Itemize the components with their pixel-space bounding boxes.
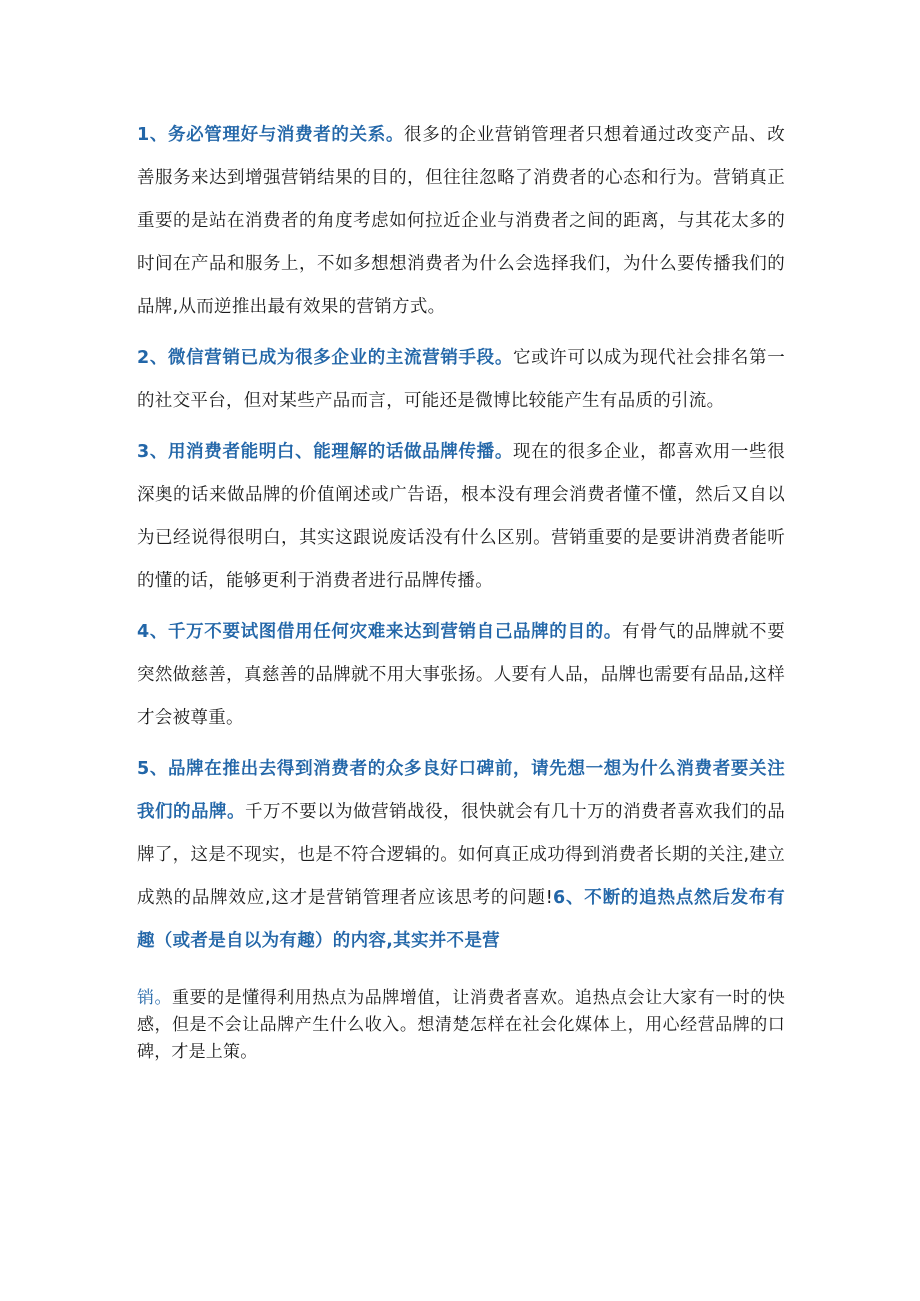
paragraph-2-heading: 2、微信营销已成为很多企业的主流营销手段。 (137, 348, 513, 368)
paragraph-3-text: 现在的很多企业，都喜欢用一些很深奥的话来做品牌的价值阐述或广告语，根本没有理会消费者懂不懂，然后又自以为已经说得很明白，其实这跟说废话没有什么区别。营销重要的是要讲消费者能听的懂的话，能够更利于消费者进行品牌传播。 (137, 442, 785, 591)
paragraph-4-heading: 4、千万不要试图借用任何灾难来达到营销自己品牌的目的。 (137, 622, 622, 642)
paragraph-3-heading: 3、用消费者能明白、能理解的话做品牌传播。 (137, 442, 513, 462)
paragraph-2 (137, 337, 785, 423)
paragraph-1-heading: 1、务必管理好与消费者的关系。 (137, 125, 405, 145)
paragraph-1 (137, 114, 785, 329)
paragraph-6-text: 重要的是懂得利用热点为品牌增值，让消费者喜欢。追热点会让大家有一时的快感，但是不会让品牌产生什么收入。想清楚怎样在社会化媒体上，用心经营品牌的口碑，才是上策。 (137, 988, 785, 1062)
paragraph-5-text: 千万不要以为做营销战役，很快就会有几十万的消费者喜欢我们的品牌了，这是不现实，也是不符合逻辑的。如何真正成功得到消费者长期的关注,建立成熟的品牌效应,这才是营销管理者应该思考的问题! (137, 802, 785, 908)
paragraph-3 (137, 431, 785, 603)
paragraph-6-heading: 6、不断的追热点然后发布有趣（或者是自以为有趣）的内容,其实并不是营 (137, 888, 785, 951)
paragraph-5 (137, 748, 785, 963)
paragraph-1-text: 很多的企业营销管理者只想着通过改变产品、改善服务来达到增强营销结果的目的，但往往忽略了消费者的心态和行为。营销真正重要的是站在消费者的角度考虑如何拉近企业与消费者之间的距离，与其花太多的时间在产品和服务上，不如多想想消费者为什么会选择我们，为什么要传播我们的品牌,从而逆推出最有效果的营销方式。 (137, 125, 785, 317)
paragraph-4-text: 有骨气的品牌就不要突然做慈善，真慈善的品牌就不用大事张扬。人要有人品，品牌也需要有品品,这样才会被尊重。 (137, 622, 785, 728)
paragraph-6-heading-tail: 销。 (137, 988, 173, 1008)
paragraph-4 (137, 611, 785, 740)
paragraph-6-continuation (137, 985, 785, 1066)
paragraph-2-text: 它或许可以成为现代社会排名第一的社交平台，但对某些产品而言，可能还是微博比较能产生有品质的引流。 (137, 348, 785, 411)
paragraph-5-heading: 5、品牌在推出去得到消费者的众多良好口碑前，请先想一想为什么消费者要关注我们的品牌。 (137, 759, 785, 822)
article-body (137, 114, 785, 1066)
